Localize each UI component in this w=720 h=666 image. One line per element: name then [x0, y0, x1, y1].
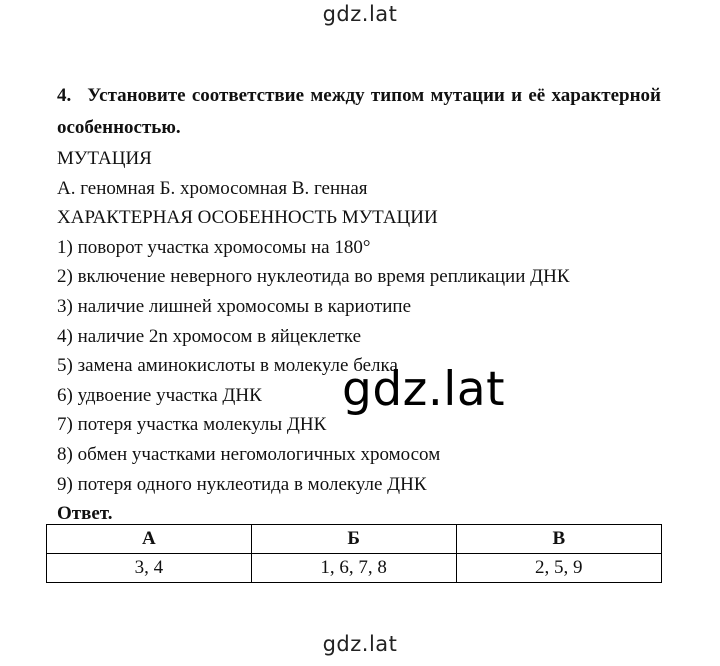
feature-item: 3) наличие лишней хромосомы в кариотипе: [57, 295, 412, 317]
feature-item: 6) удвоение участка ДНК: [57, 384, 262, 406]
answer-value-a: 3, 4: [47, 554, 252, 583]
feature-item: 2) включение неверного нуклеотида во время репликации ДНК: [57, 266, 570, 288]
task-number: 4.: [57, 85, 72, 106]
feature-item: 4) наличие 2n хромосом в яйцеклетке: [57, 325, 361, 347]
feature-item: 5) замена аминокислоты в молекуле белка: [57, 355, 398, 377]
feature-item: 9) потеря одного нуклеотида в молекуле ДНК: [57, 473, 427, 495]
feature-item: 8) обмен участками негомологичных хромосом: [57, 443, 441, 465]
task-statement: [57, 80, 661, 144]
answer-header-b: Б: [251, 525, 456, 554]
watermark-middle: gdz.lat: [342, 362, 506, 417]
answer-value-v: 2, 5, 9: [456, 554, 661, 583]
watermark-top: gdz.lat: [322, 2, 398, 26]
answer-label: Ответ.: [57, 503, 113, 525]
mutation-header: МУТАЦИЯ: [57, 148, 152, 169]
answer-value-b: 1, 6, 7, 8: [251, 554, 456, 583]
mutation-types: А. геномная Б. хромосомная В. генная: [57, 177, 368, 199]
feature-item: 1) поворот участка хромосомы на 180°: [57, 236, 371, 258]
answer-header-v: В: [456, 525, 661, 554]
answer-table: [46, 524, 662, 583]
feature-item: 7) потеря участка молекулы ДНК: [57, 414, 327, 436]
watermark-bottom: gdz.lat: [322, 632, 398, 656]
task-text: Установите соответствие между типом мутации и её характерной особенностью.: [57, 85, 661, 138]
feature-header: ХАРАКТЕРНАЯ ОСОБЕННОСТЬ МУТАЦИИ: [57, 207, 438, 229]
answer-value-row: [47, 554, 662, 583]
answer-header-a: А: [47, 525, 252, 554]
task-content: [57, 80, 661, 528]
answer-header-row: [47, 525, 662, 554]
